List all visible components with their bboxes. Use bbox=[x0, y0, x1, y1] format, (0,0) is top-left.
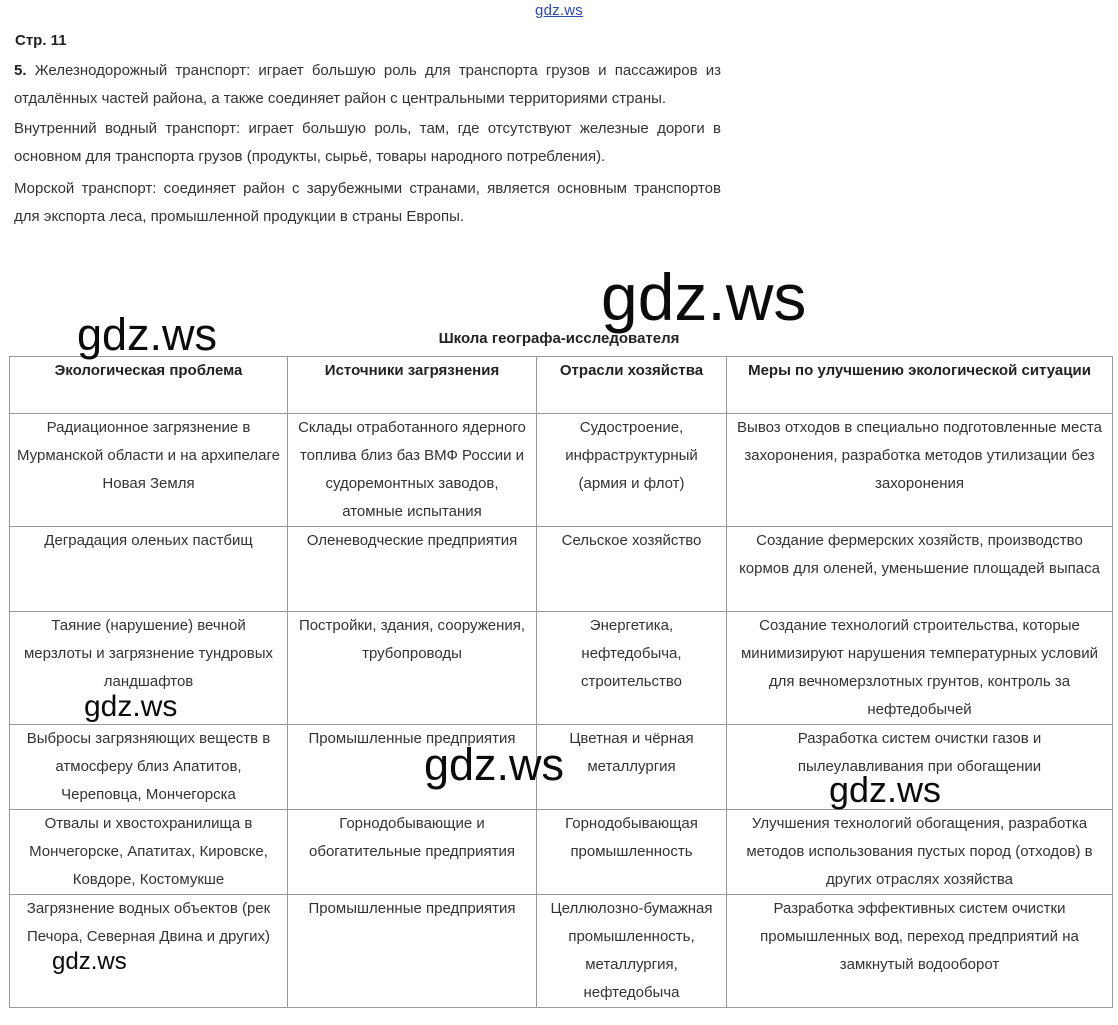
answer-text bbox=[14, 57, 721, 231]
answer-paragraph-3: Морской транспорт: соединяет район с зарубежными странами, является основным транспортов для экспорта леса, промышленной продукции в страны Европы. bbox=[14, 180, 721, 225]
answer-paragraph-2: Внутренний водный транспорт: играет большую роль, там, где отсутствуют железные дороги в основном для транспорта грузов (продукты, сырьё, товары народного потребления). bbox=[14, 120, 721, 165]
header-sources: Источники загрязнения bbox=[288, 357, 537, 414]
answer-paragraph-1 bbox=[14, 57, 721, 113]
cell-sources: Промышленные предприятия bbox=[288, 725, 537, 810]
ecology-table bbox=[9, 356, 1113, 1008]
header-measures: Меры по улучшению экологической ситуации bbox=[727, 357, 1113, 414]
table-row bbox=[10, 810, 1113, 895]
cell-industries: Сельское хозяйство bbox=[537, 527, 727, 612]
cell-sources: Склады отработанного ядерного топлива близ баз ВМФ России и судоремонтных заводов, атомные испытания bbox=[288, 414, 537, 527]
table-title: Школа географа-исследователя bbox=[438, 330, 680, 347]
cell-measures: Вывоз отходов в специально подготовленные места захоронения, разработка методов утилизации без захоронения bbox=[727, 414, 1113, 527]
cell-industries: Целлюлозно-бумажная промышленность, металлургия, нефтедобыча bbox=[537, 895, 727, 1008]
cell-industries: Цветная и чёрная металлургия bbox=[537, 725, 727, 810]
cell-problem: Загрязнение водных объектов (рек Печора, Северная Двина и других) bbox=[10, 895, 288, 1008]
cell-sources: Оленеводческие предприятия bbox=[288, 527, 537, 612]
header-problem: Экологическая проблема bbox=[10, 357, 288, 414]
site-link[interactable]: gdz.ws bbox=[535, 2, 583, 19]
page-label: Стр. 11 bbox=[15, 32, 67, 49]
cell-sources: Горнодобывающие и обогатительные предприятия bbox=[288, 810, 537, 895]
cell-sources: Постройки, здания, сооружения, трубопроводы bbox=[288, 612, 537, 725]
table-row bbox=[10, 612, 1113, 725]
cell-measures: Улучшения технологий обогащения, разработка методов использования пустых пород (отходов) в других отраслях хозяйства bbox=[727, 810, 1113, 895]
cell-problem: Радиационное загрязнение в Мурманской области и на архипелаге Новая Земля bbox=[10, 414, 288, 527]
cell-problem: Выбросы загрязняющих веществ в атмосферу близ Апатитов, Череповца, Мончегорска bbox=[10, 725, 288, 810]
header-industries: Отрасли хозяйства bbox=[537, 357, 727, 414]
cell-measures: Разработка систем очистки газов и пылеулавливания при обогащении bbox=[727, 725, 1113, 810]
cell-industries: Энергетика, нефтедобыча, строительство bbox=[537, 612, 727, 725]
cell-measures: Создание технологий строительства, которые минимизируют нарушения температурных условий для вечномерзлотных грунтов, контроль за нефтедобычей bbox=[727, 612, 1113, 725]
watermark: gdz.ws bbox=[52, 948, 127, 975]
cell-industries: Судостроение, инфраструктурный (армия и флот) bbox=[537, 414, 727, 527]
cell-sources: Промышленные предприятия bbox=[288, 895, 537, 1008]
watermark: gdz.ws bbox=[829, 769, 942, 810]
table-header-row bbox=[10, 357, 1113, 414]
answer-number: 5. bbox=[14, 62, 27, 79]
cell-measures: Создание фермерских хозяйств, производство кормов для оленей, уменьшение площадей выпаса bbox=[727, 527, 1113, 612]
cell-problem: Таяние (нарушение) вечной мерзлоты и загрязнение тундровых ландшафтов bbox=[10, 612, 288, 725]
table-row bbox=[10, 527, 1113, 612]
watermark: gdz.ws bbox=[77, 309, 218, 360]
table-row bbox=[10, 895, 1113, 1008]
table-row bbox=[10, 725, 1113, 810]
table-row bbox=[10, 414, 1113, 527]
cell-problem: Деградация оленьих пастбищ bbox=[10, 527, 288, 612]
cell-measures: Разработка эффективных систем очистки промышленных вод, переход предприятий на замкнутый водооборот bbox=[727, 895, 1113, 1008]
cell-problem: Отвалы и хвостохранилища в Мончегорске, Апатитах, Кировске, Ковдоре, Костомукше bbox=[10, 810, 288, 895]
answer-p1-text: Железнодорожный транспорт: играет большую роль для транспорта грузов и пассажиров из отдалённых частей района, а также соединяет район с центральными территориями страны. bbox=[14, 62, 721, 107]
watermark: gdz.ws bbox=[84, 690, 178, 723]
cell-industries: Горнодобывающая промышленность bbox=[537, 810, 727, 895]
watermark: gdz.ws bbox=[424, 739, 565, 790]
watermark: gdz.ws bbox=[601, 260, 807, 334]
